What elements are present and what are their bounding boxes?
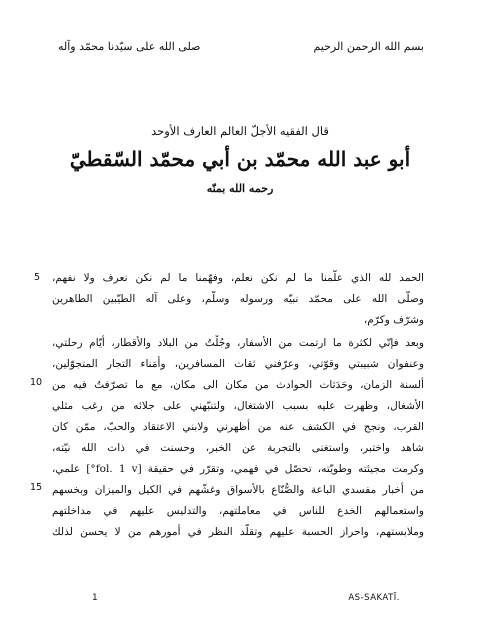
text-line: وبعد فإنّي لكثرة ما ارتمت من الأسفار، وجُلْتُ من البلاد والأقطار، أيّام رحلتي، — [52, 337, 424, 349]
text-line: شاهد واختبر، واستغنى بالتجربة عن الخبر، وحسنت في ذات الله نيّته، — [52, 442, 424, 454]
text-line: من أخبار مفسدي الباعة والصُّنّاع بالأسواق وغشّهم في الكيل والميزان وبخسهم — [52, 484, 424, 496]
author-title: أبو عبد الله محمّد بن أبي محمّد السّقطيّ — [69, 147, 411, 171]
basmala-heading: بسم الله الرحمن الرحيم — [313, 40, 424, 53]
text-line: القرب، ونجح في الكشف عنه من أظهرني ولابني الاعتقاد والحبّ، ممّن كان — [52, 421, 424, 433]
text-line: الأشغال، وظهرت عليه بسبب الاشتغال، ولتنبّهني على جلائه من رغب مثلي — [52, 400, 424, 412]
text-line: وشرّف وكرّم، — [363, 314, 424, 326]
attribution-line: قال الفقيه الأجلّ العالم العارف الأوحد — [151, 124, 329, 138]
text-line: واستعمالهم الخدع للناس في معاملتهم، والتدليس عليهم في مداخلتهم — [52, 505, 424, 517]
line-number: 5 — [34, 272, 41, 283]
text-line: وصلّى الله على محمّد نبيّه ورسوله وسلّم، وعلى آله الطيّبين الطاهرين — [52, 293, 424, 305]
running-head: AS-SAKATĪ. — [348, 593, 400, 603]
salawat-heading: صلى الله على سيّدنا محمّد وآله — [58, 40, 201, 53]
blessing-line: رحمه الله بمنّه — [206, 182, 274, 195]
text-line: ألسنة الزمان، وحَدَثات الحوادث من مكان الى مكان، مع ما تصرّفتُ فيه من — [52, 379, 424, 391]
text-line: وملابستهم، واحراز الحسبة عليهم وتقلّد النظر في أمورهم من لا يحسن لذلك — [52, 526, 424, 538]
text-line: وكرمت مجيئته وطويّته، تحصّل في فهمي، وتقرّر في حقيقة [fol. 1 v°] علمي، — [52, 463, 424, 475]
line-number: 10 — [30, 377, 43, 388]
text-line: وعنفوان شبيبتي وقوّتي، وعرّفني ثقات المسافرين، وأُمَناء التجار المتجوّلين، — [52, 358, 424, 370]
text-line: الحمد لله الذي علّمنا ما لم نكن نعلم، وفهّمنا ما لم نكن نعرف ولا نفهم، — [52, 272, 424, 284]
line-number: 15 — [30, 482, 43, 493]
page-number: 1 — [92, 593, 98, 603]
